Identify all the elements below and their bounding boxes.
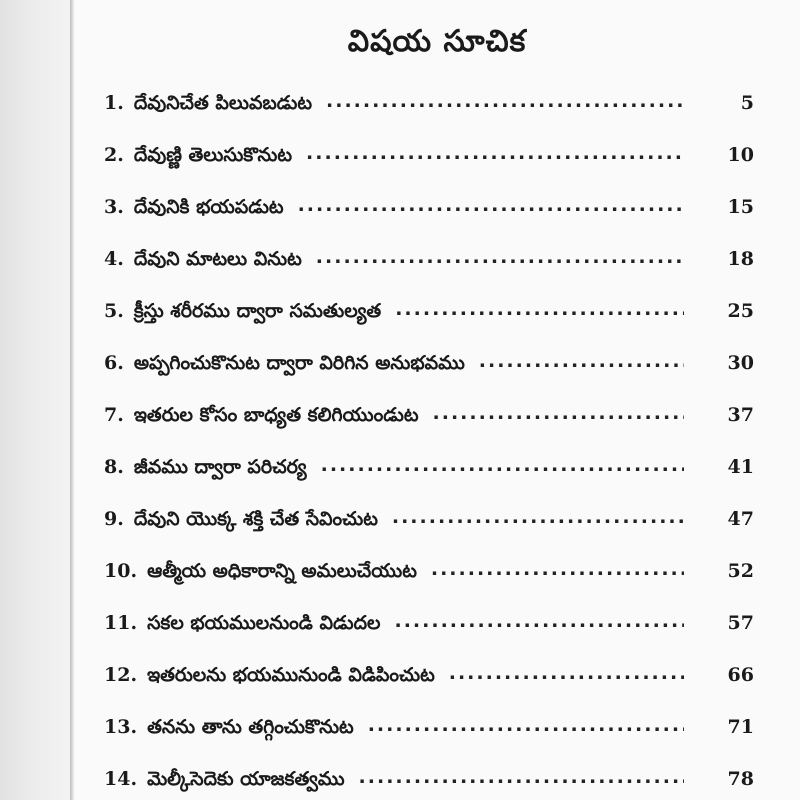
entry-title: ఇతరుల కోసం బాధ్యత కలిగియుండుట xyxy=(133,404,419,426)
page-title: విషయ సూచిక xyxy=(347,24,527,59)
entry-page-number: 47 xyxy=(727,508,754,530)
dot-leader xyxy=(479,350,684,372)
entry-page-number: 71 xyxy=(727,716,754,738)
entry-number: 3. xyxy=(104,196,124,218)
dot-leader xyxy=(326,90,684,112)
toc-entry-9 xyxy=(104,508,754,560)
toc-entry-3 xyxy=(104,196,754,248)
dot-leader xyxy=(359,766,684,788)
entry-number: 9. xyxy=(104,508,124,530)
toc-entry-12 xyxy=(104,664,754,716)
toc-entry-1 xyxy=(104,92,754,144)
dot-leader xyxy=(306,142,684,164)
entry-number: 11. xyxy=(104,612,138,634)
entry-page-number: 52 xyxy=(727,560,754,582)
entry-title: దేవుని యొక్క శక్తి చేత సేవించుట xyxy=(133,508,378,530)
dot-leader xyxy=(316,246,684,268)
entry-page-number: 25 xyxy=(727,300,754,322)
entry-page-number: 30 xyxy=(727,352,754,374)
toc-entry-14 xyxy=(104,768,754,800)
table-of-contents xyxy=(104,92,754,800)
book-page xyxy=(74,0,800,800)
entry-number: 1. xyxy=(104,92,124,114)
entry-number: 10. xyxy=(104,560,138,582)
entry-number: 6. xyxy=(104,352,124,374)
entry-number: 2. xyxy=(104,144,124,166)
entry-page-number: 18 xyxy=(727,248,754,270)
dot-leader xyxy=(392,506,684,528)
page-gutter-shadow xyxy=(0,0,78,800)
entry-title: దేవుణ్ణి తెలుసుకొనుట xyxy=(133,144,293,166)
toc-entry-8 xyxy=(104,456,754,508)
entry-title: ఆత్మీయ అధికారాన్ని అమలుచేయుట xyxy=(147,560,417,582)
dot-leader xyxy=(394,610,684,632)
entry-number: 4. xyxy=(104,248,124,270)
dot-leader xyxy=(431,558,684,580)
entry-title: క్రీస్తు శరీరము ద్వారా సమతుల్యత xyxy=(133,300,382,322)
toc-entry-10 xyxy=(104,560,754,612)
toc-entry-6 xyxy=(104,352,754,404)
entry-page-number: 5 xyxy=(740,92,754,114)
entry-page-number: 78 xyxy=(727,768,754,790)
entry-page-number: 57 xyxy=(727,612,754,634)
entry-title: తనను తాను తగ్గించుకొనుట xyxy=(147,716,354,738)
toc-entry-11 xyxy=(104,612,754,664)
entry-page-number: 41 xyxy=(727,456,754,478)
entry-number: 8. xyxy=(104,456,124,478)
entry-number: 12. xyxy=(104,664,138,686)
toc-entry-5 xyxy=(104,300,754,352)
toc-entry-7 xyxy=(104,404,754,456)
entry-page-number: 15 xyxy=(727,196,754,218)
dot-leader xyxy=(321,454,684,476)
toc-entry-4 xyxy=(104,248,754,300)
entry-title: దేవుని మాటలు వినుట xyxy=(133,248,302,270)
dot-leader xyxy=(368,714,684,736)
entry-title: దేవునికి భయపడుట xyxy=(133,196,284,218)
entry-title: ఇతరులను భయమునుండి విడిపించుట xyxy=(147,664,435,686)
entry-number: 13. xyxy=(104,716,138,738)
entry-title: మెల్కీసెదెకు యాజకత్వము xyxy=(147,768,345,790)
entry-number: 7. xyxy=(104,404,124,426)
dot-leader xyxy=(449,662,684,684)
toc-entry-13 xyxy=(104,716,754,768)
dot-leader xyxy=(433,402,684,424)
entry-title: దేవునిచేత పిలువబడుట xyxy=(133,92,313,114)
entry-page-number: 10 xyxy=(727,144,754,166)
entry-title: అప్పగించుకొనుట ద్వారా విరిగిన అనుభవము xyxy=(133,352,465,374)
dot-leader xyxy=(298,194,684,216)
entry-page-number: 37 xyxy=(727,404,754,426)
toc-entry-2 xyxy=(104,144,754,196)
entry-page-number: 66 xyxy=(727,664,754,686)
entry-title: జీవము ద్వారా పరిచర్య xyxy=(133,456,307,478)
dot-leader xyxy=(395,298,684,320)
entry-title: సకల భయములనుండి విడుదల xyxy=(147,612,381,634)
entry-number: 5. xyxy=(104,300,124,322)
entry-number: 14. xyxy=(104,768,138,790)
